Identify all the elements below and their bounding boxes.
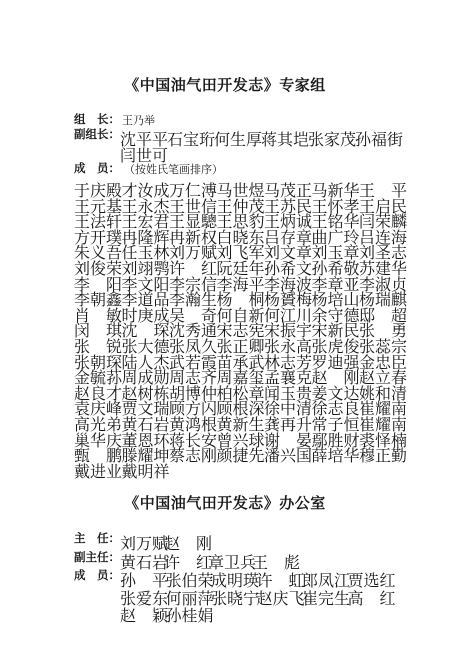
member-name: 金忠臣 <box>359 352 408 372</box>
member-name: 余守德 <box>311 305 360 325</box>
member-name: 李道品 <box>121 290 170 310</box>
member-name: 白晓东 <box>216 227 265 247</box>
member-name: 孟襄克 <box>264 368 313 388</box>
member-name: 张虎俊 <box>311 337 360 356</box>
member-name: 黄新生 <box>216 415 265 434</box>
member-name: 王启民 <box>359 196 408 216</box>
member-name: 许 红 <box>169 259 218 278</box>
member-name: 张朝琛 <box>74 352 123 372</box>
member-name: 刘万赋 <box>169 243 218 263</box>
member-name: 于庆殿 <box>74 181 123 200</box>
member-name: 王苏民 <box>264 196 313 216</box>
member-name: 李 阳 <box>74 274 123 294</box>
member-name: 罗迪强 <box>311 352 360 372</box>
member-name: 袁庆峰 <box>74 399 123 419</box>
member-name: 徐志良 <box>311 399 360 419</box>
member-name: 周嘉玺 <box>216 368 265 388</box>
member-name: 宋振宇 <box>264 321 313 341</box>
member-name: 陆人杰 <box>121 352 170 372</box>
member-name: 崔耀南 <box>359 415 408 434</box>
member-name: 周成勋 <box>121 368 170 388</box>
office-member-name: 许 虹 <box>256 571 305 590</box>
office-deputy-name: 王 彪 <box>252 553 301 572</box>
member-name: 刘圣志 <box>359 243 408 263</box>
office-member-name: 崔完生 <box>302 588 351 608</box>
member-name: 颜捷先 <box>216 446 265 466</box>
member-name: 闻玉贵 <box>264 383 313 403</box>
member-name: 吕存章 <box>264 227 313 247</box>
member-name: 方开璞 <box>74 227 123 247</box>
member-name: 董恩环 <box>121 430 170 450</box>
member-name: 曲广玲 <box>311 227 360 247</box>
office-member-name: 张爱东 <box>120 588 169 608</box>
member-name: 冉隆辉 <box>121 227 170 247</box>
member-name: 宋新民 <box>311 321 360 341</box>
member-name: 李宗信 <box>169 274 218 294</box>
member-name: 黄鸿根 <box>169 415 218 434</box>
member-name: 胡博仲 <box>169 383 218 403</box>
member-name: 苏建华 <box>359 259 408 278</box>
member-name: 杨瑞麒 <box>359 290 408 310</box>
member-name: 王法轩 <box>74 212 123 232</box>
member-name: 杨培山 <box>311 290 360 310</box>
office-deputy-label: 副主任： <box>74 550 120 564</box>
member-name: 王永杰 <box>121 196 170 216</box>
member-name: 沈 琛 <box>121 321 170 341</box>
member-name: 王世信 <box>169 196 218 216</box>
member-name: 张永高 <box>264 337 313 356</box>
member-name: 蒋长安 <box>169 430 218 450</box>
member-name: 万仁溥 <box>169 181 218 200</box>
deputy-name: 蒋其垲 <box>261 130 310 149</box>
deputy-label: 副组长： <box>74 127 120 141</box>
leader-name: 王乃举 <box>122 114 155 127</box>
member-name: 李瀚生 <box>169 290 218 310</box>
deputy-name: 孙福街 <box>355 130 404 149</box>
member-name: 时庚成 <box>121 305 170 325</box>
member-name: 刘文章 <box>264 243 313 263</box>
office-deputy-name: 章卫兵 <box>208 553 257 572</box>
office-member-name: 高 红 <box>347 588 396 608</box>
member-name: 鄢胜财 <box>311 430 360 450</box>
member-name: 孙希敬 <box>311 259 360 278</box>
member-name: 赵 刚 <box>311 368 360 388</box>
member-name: 闫荣麟 <box>359 212 408 232</box>
member-name: 马茂正 <box>264 181 313 200</box>
member-name: 武若霞 <box>169 352 218 372</box>
member-name: 刘俊荣 <box>74 259 123 278</box>
member-name: 沈秀通 <box>169 321 218 341</box>
member-name: 甄 鹏 <box>74 446 123 466</box>
member-name: 穆正勤 <box>359 446 408 466</box>
member-name: 张 勇 <box>359 321 408 341</box>
member-name: 刘飞军 <box>216 243 265 263</box>
office-member-name: 贾选红 <box>347 571 396 590</box>
member-name: 李章亚 <box>311 274 360 294</box>
member-name: 柏松章 <box>216 383 265 403</box>
member-name: 黄石岩 <box>121 415 170 434</box>
member-name: 王炳诚 <box>264 212 313 232</box>
member-name: 张凤久 <box>169 337 218 356</box>
member-name: 李文阳 <box>121 274 170 294</box>
member-name: 顾方闪 <box>169 399 218 419</box>
member-name: 王铭华 <box>311 212 360 232</box>
member-name: 王怀孝 <box>311 196 360 216</box>
member-name: 何自新 <box>216 305 265 325</box>
member-name: 贾文瑞 <box>121 399 170 419</box>
member-name: 李朝鑫 <box>74 290 123 310</box>
member-name: 王仲茂 <box>216 196 265 216</box>
member-name: 王思豹 <box>216 212 265 232</box>
member-name: 王宏君 <box>121 212 170 232</box>
office-member-name: 张伯荣 <box>165 571 214 590</box>
deputy-name: 何生厚 <box>214 130 263 149</box>
member-name: 谢 晏 <box>264 430 313 450</box>
member-name: 杨贇梅 <box>264 290 313 310</box>
expert-members-header <box>0 160 450 180</box>
member-name: 戴明祥 <box>121 461 170 481</box>
member-name: 肖 敏 <box>74 305 123 325</box>
deputy-name: 沈平平 <box>120 130 169 149</box>
member-name: 裘怿楠 <box>359 430 408 450</box>
office-member-name: 郎凤江 <box>302 571 351 590</box>
member-name: 朱义吾 <box>74 243 123 263</box>
member-name: 冉新权 <box>169 227 218 247</box>
member-name: 赵良才 <box>74 383 123 403</box>
member-name: 戴进业 <box>74 461 123 481</box>
office-title: 《中国油气田开发志》办公室 <box>124 494 326 512</box>
member-name: 巢华庆 <box>74 430 123 450</box>
leader-label: 组 长： <box>74 112 120 126</box>
members-label: 成 员： <box>74 161 120 175</box>
member-name: 张 锐 <box>74 337 123 356</box>
member-name: 宋志宪 <box>216 321 265 341</box>
member-name: 周志齐 <box>169 368 218 388</box>
member-name: 王 平 <box>359 181 408 200</box>
office-member-name: 孙桂娟 <box>165 606 214 625</box>
expert-group-title: 《中国油气田开发志》专家组 <box>124 76 326 94</box>
office-member-name: 成明瑛 <box>211 571 260 590</box>
member-name: 马世煜 <box>216 181 265 200</box>
office-member-name: 赵庆飞 <box>256 588 305 608</box>
member-name: 张正卿 <box>216 337 265 356</box>
member-name: 潘兴国 <box>264 446 313 466</box>
member-name: 吕连海 <box>359 227 408 247</box>
office-director-name: 赵 刚 <box>164 534 213 553</box>
member-name: 滕耀坤 <box>121 446 170 466</box>
member-name: 何江川 <box>264 305 313 325</box>
member-name: 刘玉章 <box>311 243 360 263</box>
member-name: 邸 超 <box>359 305 408 325</box>
member-name: 张蕊宗 <box>359 337 408 356</box>
deputy-name: 石宝珩 <box>167 130 216 149</box>
member-name: 王元基 <box>74 196 123 216</box>
member-name: 赵树栋 <box>121 383 170 403</box>
member-name: 吴 奇 <box>169 305 218 325</box>
member-name: 常子恒 <box>311 415 360 434</box>
member-name: 林志芳 <box>264 352 313 372</box>
member-name: 李海平 <box>216 274 265 294</box>
member-name: 阮廷年 <box>216 259 265 278</box>
members-note: （按姓氏笔画排序） <box>124 163 223 176</box>
member-name: 蔡志刚 <box>169 446 218 466</box>
member-name: 张大德 <box>121 337 170 356</box>
office-member-name: 孙 平 <box>120 571 169 590</box>
member-name: 姜文达 <box>311 383 360 403</box>
office-deputy-name: 黄石岩 <box>120 553 169 572</box>
member-name: 崔耀南 <box>359 399 408 419</box>
member-name: 高光弟 <box>74 415 123 434</box>
member-name: 曾兴球 <box>216 430 265 450</box>
office-deputy-name: 许 红 <box>164 553 213 572</box>
member-name: 徐中清 <box>264 399 313 419</box>
member-name: 闵 琪 <box>74 321 123 341</box>
member-name: 赵立春 <box>359 368 408 388</box>
member-name: 孙希文 <box>264 259 313 278</box>
member-name: 金毓荪 <box>74 368 123 388</box>
office-member-name: 赵 颖 <box>120 606 169 625</box>
member-name: 苗承武 <box>216 352 265 372</box>
member-name: 任玉林 <box>121 243 170 263</box>
office-member-name: 何丽萍 <box>165 588 214 608</box>
member-name: 龚再升 <box>264 415 313 434</box>
member-name: 杨 桐 <box>216 290 265 310</box>
member-name: 李海波 <box>264 274 313 294</box>
member-name: 李淑贞 <box>359 274 408 294</box>
deputy-name: 张家茂 <box>308 130 357 149</box>
member-name: 马新华 <box>311 181 360 200</box>
member-name: 顾根深 <box>216 399 265 419</box>
office-director-name: 刘万赋 <box>120 534 169 553</box>
office-member-name: 张晓宁 <box>211 588 260 608</box>
member-name: 薛培华 <box>311 446 360 466</box>
member-name: 刘翊鹗 <box>121 259 170 278</box>
member-name: 才汝成 <box>121 181 170 200</box>
deputy-name: 闫世可 <box>120 146 169 165</box>
office-director-label: 主 任： <box>74 531 120 545</box>
member-name: 王显驄 <box>169 212 218 232</box>
office-members-label: 成 员： <box>74 568 120 582</box>
member-name: 姚和清 <box>359 383 408 403</box>
